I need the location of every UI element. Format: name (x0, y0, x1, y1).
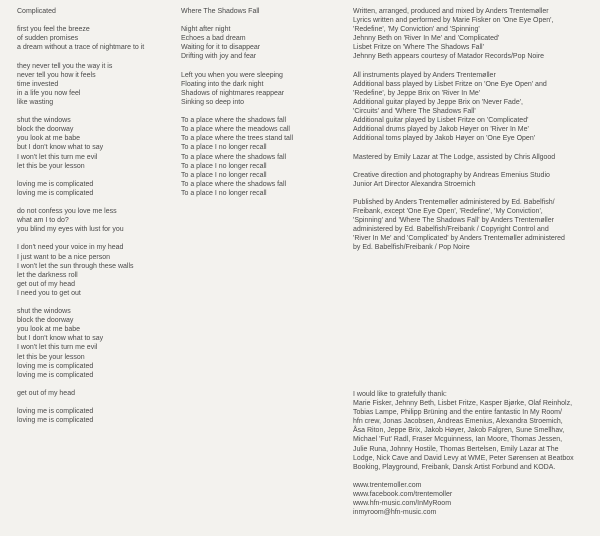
credit-line: Additional bass played by Lisbet Fritze on 'One Eye Open' and (353, 80, 547, 88)
lyric-line: get out of my head (17, 389, 75, 397)
lyric-line: Drifting with joy and fear (181, 53, 257, 61)
lyric-line: I don't need your voice in my head (17, 244, 124, 252)
lyric-line: let this be your lesson (17, 162, 85, 170)
credit-line: Jehnny Beth on 'River In Me' and 'Complicated' (353, 35, 500, 43)
lyric-line: but I don't know what to say (17, 144, 104, 152)
credit-line: Lisbet Fritze on 'Where The Shadows Fall' (353, 44, 484, 52)
stanza-gap (17, 398, 172, 407)
lyric-line: loving me is complicated (17, 362, 94, 370)
lyric-line: To a place where the shadows fall (181, 117, 287, 125)
thanks-line: Marie Fisker, Jehnny Beth, Lisbet Fritze, Kasper Bjørke, Olaf Reinholz, (353, 400, 573, 408)
lyric-line: To a place I no longer recall (181, 162, 267, 170)
lyric-line: never tell you how it feels (17, 71, 96, 79)
credit-line: Creative direction and photography by Andreas Emenius Studio (353, 171, 550, 179)
lyric-line: Waiting for it to disappear (181, 44, 261, 52)
lyric-line: in a life you now feel (17, 89, 81, 97)
stanza-gap (17, 107, 172, 116)
thanks-line: Michael 'Fut' Radl, Fraser Mcguinness, Ian Moore, Thomas Jessen, (353, 436, 563, 444)
lyric-line: loving me is complicated (17, 189, 94, 197)
stanza-gap (181, 16, 341, 25)
stanza-gap (17, 171, 172, 180)
website-link: www.hfn-music.com/InMyRoom (353, 500, 452, 508)
credit-line: 'Redefine', 'My Conviction' and 'Spinning' (353, 26, 480, 34)
lyric-line: I won't let this turn me evil (17, 344, 98, 352)
credit-line: All instruments played by Anders Trentemøller (353, 71, 496, 79)
lyric-line: To a place where the meadows call (181, 126, 290, 134)
lyric-line: of sudden promises (17, 35, 79, 43)
thanks-intro: I would like to gratefully thank: (353, 391, 447, 398)
credit-line: Additional toms played by Jakob Høyer on 'One Eye Open' (353, 135, 536, 143)
lyric-line: To a place I no longer recall (181, 171, 267, 179)
lyrics-shadows-column (181, 7, 341, 198)
lyric-line: but I don't know what to say (17, 335, 104, 343)
credit-line: by Ed. Babelfish/Freibank / Pop Noire (353, 244, 470, 252)
credit-line: Published by Anders Trentemøller administered by Ed. Babelfish/ (353, 198, 555, 206)
lyric-line: do not confess you love me less (17, 208, 117, 216)
lyric-line: I need you to get out (17, 289, 81, 297)
lyric-line: block the doorway (17, 126, 74, 134)
stanza-gap (353, 162, 593, 171)
lyric-line: they never tell you the way it is (17, 62, 113, 70)
stanza-gap (17, 380, 172, 389)
lyric-line: time invested (17, 80, 59, 88)
credit-line: Lyrics written and performed by Marie Fisker on 'One Eye Open', (353, 17, 554, 25)
lyric-line: loving me is complicated (17, 408, 94, 416)
song-title-complicated: Complicated (17, 8, 56, 15)
credit-line: Additional guitar played by Jeppe Brix on 'Never Fade', (353, 98, 523, 106)
credit-line: 'Redefine', by Jeppe Brix on 'River In Me' (353, 89, 481, 97)
stanza-gap (181, 107, 341, 116)
credit-line: 'Spinning' and 'Where The Shadows Fall' by Anders Trentemøller (353, 217, 554, 225)
credit-line: Written, arranged, produced and mixed by Anders Trentemøller (353, 8, 549, 15)
thanks-line: Åsa Riton, Jeppe Brix, Jakob Høyer, Jakob Falgren, Sune Smellhav, (353, 427, 565, 435)
stanza-gap (17, 234, 172, 243)
stanza-gap (353, 62, 593, 71)
thanks-line: Julie Runa, Johnny Hostile, Thomas Bertelsen, Emily Lazar at The (353, 445, 559, 453)
website-link: www.trentemoller.com (353, 481, 422, 489)
lyric-line: To a place I no longer recall (181, 189, 267, 197)
thanks-section (353, 390, 593, 517)
credit-line: 'Circuits' and 'Where The Shadows Fall' (353, 108, 476, 116)
lyric-line: you look at me babe (17, 135, 81, 143)
lyric-line: get out of my head (17, 280, 75, 288)
credits-column (353, 7, 593, 253)
stanza-gap (17, 16, 172, 25)
lyric-line: first you feel the breeze (17, 26, 90, 34)
stanza-gap (353, 189, 593, 198)
credit-line: 'River In Me' and 'Complicated' by Anders Trentemøller administered (353, 235, 565, 243)
stanza-gap (17, 52, 172, 61)
thanks-line: hfn crew, Jonas Jacobsen, Andreas Emenius, Alexandra Stroemich, (353, 418, 563, 426)
thanks-line: Tobias Lampe, Philipp Brüning and the entire fantastic In My Room/ (353, 409, 562, 417)
credit-line: Additional guitar played by Lisbet Fritze on 'Complicated' (353, 117, 529, 125)
lyric-line: Echoes a bad dream (181, 35, 246, 43)
lyric-line: Shadows of nightmares reappear (181, 89, 285, 97)
credit-line: Mastered by Emily Lazar at The Lodge, assisted by Chris Allgood (353, 153, 556, 161)
lyric-line: Night after night (181, 26, 231, 34)
credit-line: Additional drums played by Jakob Høyer on 'River In Me' (353, 126, 529, 134)
stanza-gap (353, 472, 593, 481)
credit-line: Junior Art Director Alexandra Stroemich (353, 180, 476, 188)
credit-line: administered by Ed. Babelfish/Freibank / Copyright Control and (353, 226, 549, 234)
lyric-line: loving me is complicated (17, 371, 94, 379)
lyric-line: loving me is complicated (17, 180, 94, 188)
stanza-gap (181, 62, 341, 71)
lyric-line: you blind my eyes with lust for you (17, 226, 124, 234)
lyric-line: you look at me babe (17, 326, 81, 334)
lyric-line: Left you when you were sleeping (181, 71, 283, 79)
credit-line: Freibank, except 'One Eye Open', 'Redefine', 'My Conviction', (353, 208, 543, 216)
lyric-line: block the doorway (17, 317, 74, 325)
lyric-line: what am I to do? (17, 217, 69, 225)
lyric-line: To a place where the shadows fall (181, 153, 287, 161)
lyric-line: To a place where the shadows fall (181, 180, 287, 188)
lyric-line: like wasting (17, 98, 54, 106)
lyric-line: loving me is complicated (17, 417, 94, 425)
lyric-line: To a place I no longer recall (181, 144, 267, 152)
lyric-line: Floating into the dark night (181, 80, 264, 88)
stanza-gap (17, 198, 172, 207)
website-link: inmyroom@hfn-music.com (353, 509, 437, 517)
lyric-line: To a place where the trees stand tall (181, 135, 294, 143)
lyric-line: I just want to be a nice person (17, 253, 110, 261)
credit-line: Jehnny Beth appears courtesy of Matador Records/Pop Noire (353, 53, 545, 61)
lyric-line: I won't let this turn me evil (17, 153, 98, 161)
song-title-where-the-shadows-fall: Where The Shadows Fall (181, 8, 260, 15)
lyric-line: shut the windows (17, 117, 71, 125)
lyric-line: let this be your lesson (17, 353, 85, 361)
stanza-gap (17, 298, 172, 307)
lyrics-complicated-column (17, 7, 172, 425)
lyric-line: I won't let the sun through these walls (17, 262, 134, 270)
stanza-gap (353, 143, 593, 152)
thanks-line: Lodge, Nick Cave and David Levy at WME, Peter Sørensen at Beatbox (353, 454, 574, 462)
thanks-line: Booking, Playground, Freibank, Dansk Artist Forbund and KODA. (353, 463, 556, 471)
lyric-line: Sinking so deep into (181, 98, 245, 106)
lyric-line: a dream without a trace of nightmare to it (17, 44, 145, 52)
lyric-line: let the darkness roll (17, 271, 78, 279)
lyric-line: shut the windows (17, 308, 71, 316)
website-link: www.facebook.com/trentemoller (353, 491, 453, 499)
